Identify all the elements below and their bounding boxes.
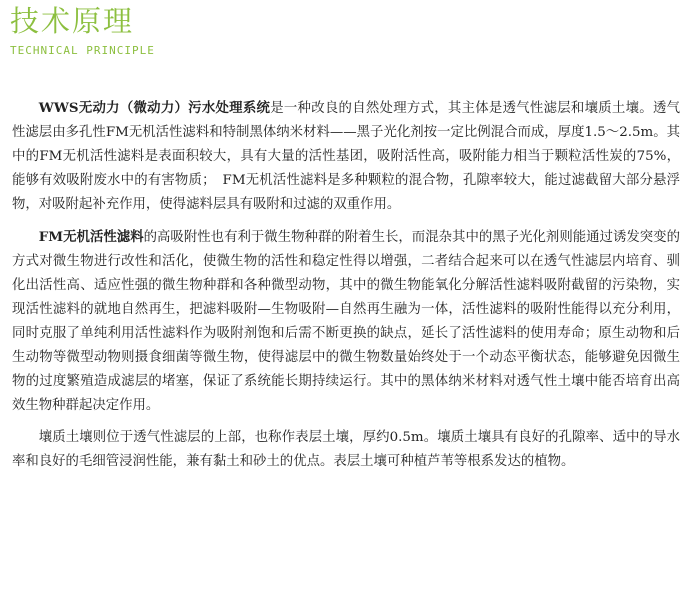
page-subtitle: TECHNICAL PRINCIPLE (10, 44, 155, 57)
paragraph-loam-soil (12, 426, 680, 474)
section-header (10, 4, 155, 58)
system-name-lead: WWS无动力（微动力）污水处理系统 (38, 100, 271, 116)
paragraph-text: 壤质土壤则位于透气性滤层的上部，也称作表层土壤，厚约0.5m。壤质土壤具有良好的孔隙率、适中的导水率和良好的毛细管浸润性能，兼有黏土和砂土的优点。表层土壤可种植芦苇等根系发达的植物。 (12, 430, 680, 469)
page-title: 技术原理 (10, 4, 135, 38)
paragraph-system-overview (12, 96, 680, 217)
fm-filter-lead: FM无机活性滤料 (38, 229, 144, 245)
paragraph-text: 是一种改良的自然处理方式，其主体是透气性滤层和壤质土壤。透气性滤层由多孔性FM无机活性滤料和特制黑体纳米材料——黑子光化剂按一定比例混合而成，厚度1.5～2.5m。其中的FM无机活性滤料是表面积较大，具有大量的活性基团，吸附活性高，吸附能力相当于颗粒活性炭的75%，能够有效吸附废水中的有害物质； FM无机活性滤料是多种颗粒的混合物，孔隙率较大，能过滤截留大部分悬浮物，对吸附起补充作用，使得滤料层具有吸附和过滤的双重作用。 (12, 101, 681, 212)
paragraph-text: 的高吸附性也有利于微生物种群的附着生长，而混杂其中的黑子光化剂则能通过诱发突变的方式对微生物进行改性和活化，使微生物的活性和稳定性得以增强，二者结合起来可以在透气性滤层内培育、驯化出活性高、适应性强的微生物种群和各种微型动物，其中的微生物能氧化分解活性滤料吸附截留的污染物，实现活性滤料的就地自然再生，把滤料吸附—生物吸附—自然再生融为一体，活性滤料的吸附性能得以充分利用，同时克服了单纯利用活性滤料作为吸附剂饱和后需不断更换的缺点，延长了活性滤料的使用寿命；原生动物和后生动物等微型动物则摄食细菌等微生物，使得滤层中的微生物数量始终处于一个动态平衡状态，能够避免因微生物的过度繁殖造成滤层的堵塞，保证了系统能长期持续运行。其中的黑体纳米材料对透气性土壤中能否培育出高效生物种群起决定作用。 (12, 230, 680, 413)
paragraph-fm-filter (12, 225, 680, 418)
article-body (12, 96, 680, 482)
